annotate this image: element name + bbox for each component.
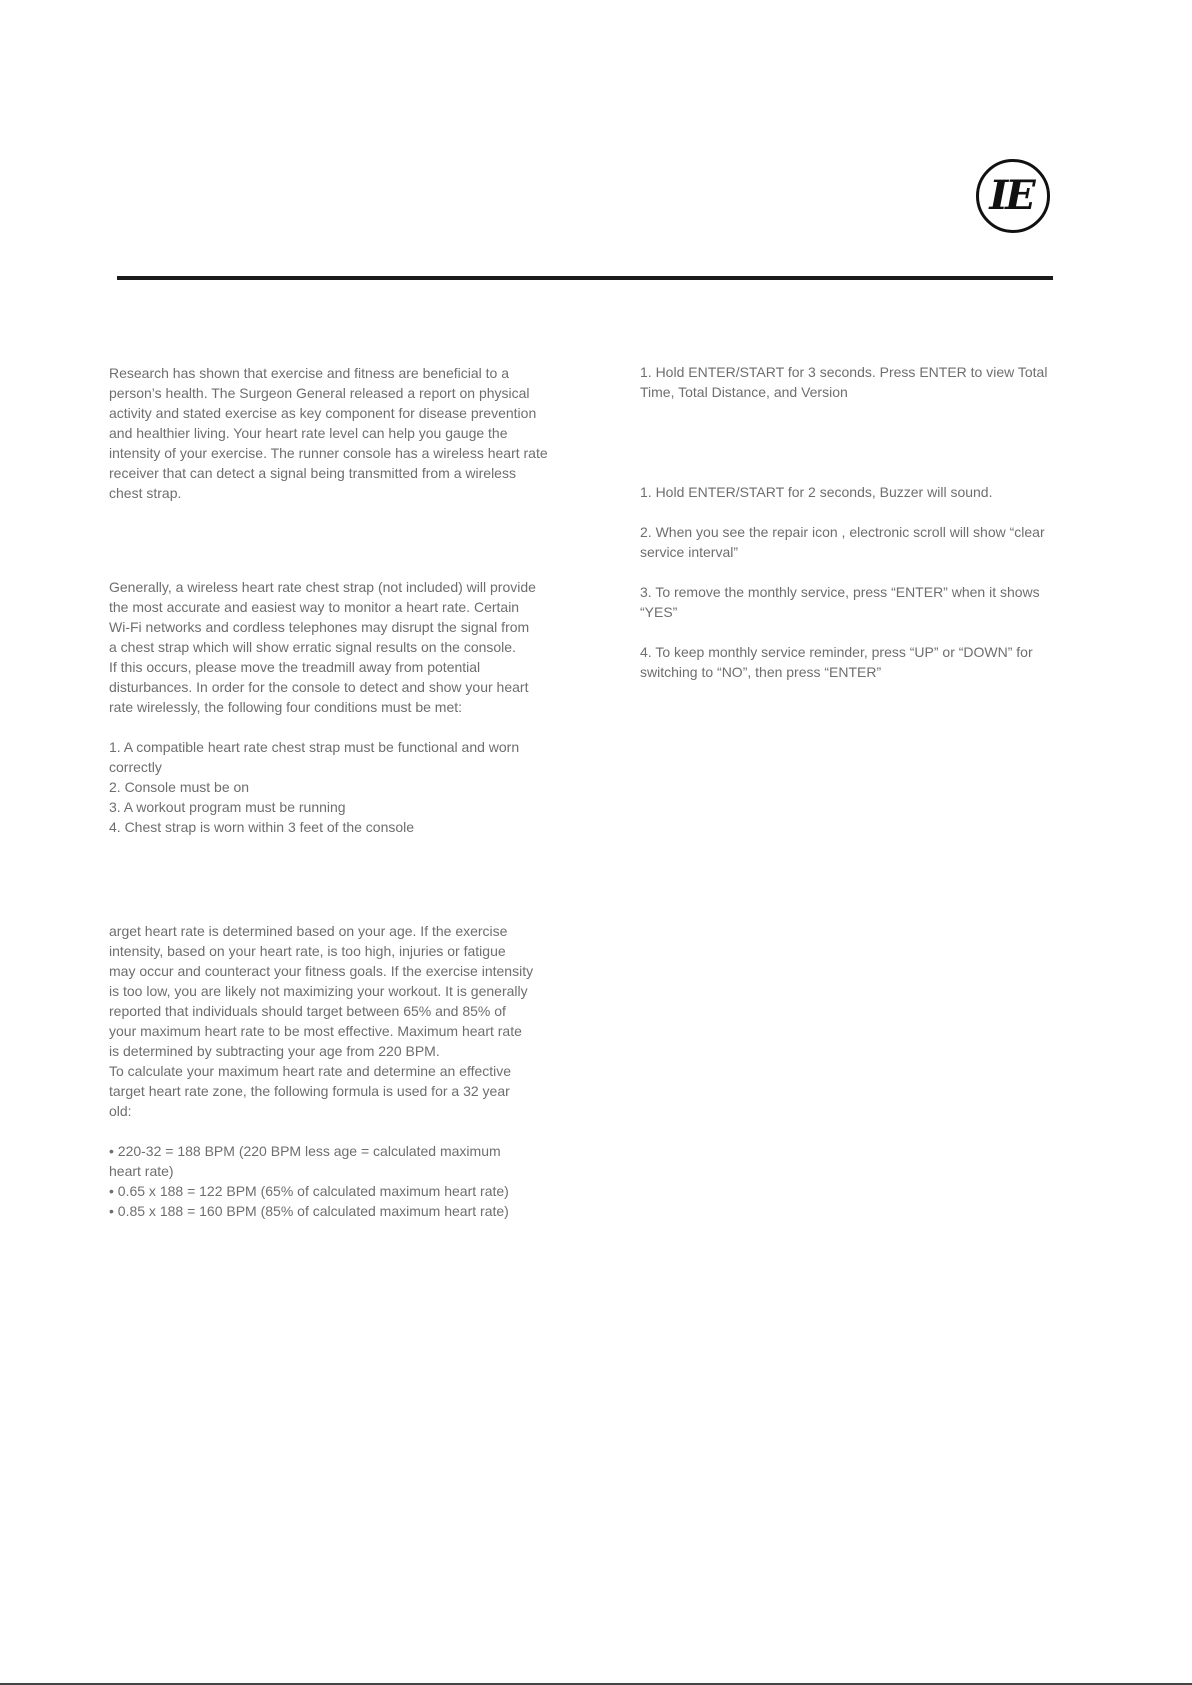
intro-line: Research has shown that exercise and fitness are beneficial to a [109, 365, 510, 381]
formula-item: • 0.85 x 188 = 160 BPM (85% of calculated maximum heart rate) [109, 1203, 509, 1219]
intro-line: intensity of your exercise. The runner console has a wireless heart rate [109, 445, 548, 461]
service-step-line: “YES” [640, 604, 678, 620]
formula-item: • 220-32 = 188 BPM (220 BPM less age = calculated maximum [109, 1143, 501, 1159]
condition-item: correctly [109, 759, 162, 775]
wireless-line: If this occurs, please move the treadmill away from potential [109, 659, 481, 675]
service-step-line: service interval” [640, 544, 739, 560]
wireless-paragraph [109, 577, 579, 717]
wireless-line: a chest strap which will show erratic signal results on the console. [109, 639, 516, 655]
target-line: is determined by subtracting your age from 220 BPM. [109, 1043, 440, 1059]
condition-item: 2. Console must be on [109, 779, 250, 795]
service-step-2 [640, 522, 1070, 562]
target-line: may occur and counteract your fitness goals. If the exercise intensity [109, 963, 534, 979]
target-line: old: [109, 1103, 132, 1119]
intro-line: activity and stated exercise as key component for disease prevention [109, 405, 537, 421]
service-step-4 [640, 642, 1070, 682]
target-line: arget heart rate is determined based on your age. If the exercise [109, 923, 508, 939]
brand-logo [976, 159, 1050, 233]
service-step-3 [640, 582, 1070, 622]
intro-line: person’s health. The Surgeon General released a report on physical [109, 385, 530, 401]
totals-instructions [640, 362, 1070, 402]
totals-line: Time, Total Distance, and Version [640, 384, 848, 400]
condition-item: 1. A compatible heart rate chest strap must be functional and worn [109, 739, 520, 755]
wireless-line: the most accurate and easiest way to monitor a heart rate. Certain [109, 599, 520, 615]
totals-line: 1. Hold ENTER/START for 3 seconds. Press ENTER to view Total [640, 364, 1048, 380]
formula-item: • 0.65 x 188 = 122 BPM (65% of calculated maximum heart rate) [109, 1183, 509, 1199]
brand-logo-text: IE [989, 172, 1033, 219]
wireless-line: Wi-Fi networks and cordless telephones may disrupt the signal from [109, 619, 530, 635]
target-line: target heart rate zone, the following formula is used for a 32 year [109, 1083, 510, 1099]
intro-line: chest strap. [109, 485, 182, 501]
conditions-list [109, 737, 579, 837]
service-step-line: 3. To remove the monthly service, press “ENTER” when it shows [640, 584, 1040, 600]
service-step-line: 4. To keep monthly service reminder, press “UP” or “DOWN” for [640, 644, 1033, 660]
wireless-line: Generally, a wireless heart rate chest strap (not included) will provide [109, 579, 536, 595]
wireless-line: disturbances. In order for the console to detect and show your heart [109, 679, 529, 695]
service-step-line: switching to “NO”, then press “ENTER” [640, 664, 882, 680]
target-line: intensity, based on your heart rate, is too high, injuries or fatigue [109, 943, 506, 959]
target-heart-rate-paragraph [109, 921, 579, 1121]
service-step-line: 1. Hold ENTER/START for 2 seconds, Buzzer will sound. [640, 484, 993, 500]
header-rule [117, 276, 1053, 280]
service-step-1 [640, 482, 1070, 502]
target-line: your maximum heart rate to be most effective. Maximum heart rate [109, 1023, 522, 1039]
condition-item: 3. A workout program must be running [109, 799, 346, 815]
intro-paragraph [109, 363, 579, 503]
target-line: To calculate your maximum heart rate and determine an effective [109, 1063, 512, 1079]
intro-line: receiver that can detect a signal being transmitted from a wireless [109, 465, 516, 481]
formula-list [109, 1141, 579, 1221]
wireless-line: rate wirelessly, the following four conditions must be met: [109, 699, 463, 715]
target-line: is too low, you are likely not maximizing your workout. It is generally [109, 983, 528, 999]
intro-line: and healthier living. Your heart rate level can help you gauge the [109, 425, 508, 441]
formula-item: heart rate) [109, 1163, 174, 1179]
condition-item: 4. Chest strap is worn within 3 feet of the console [109, 819, 415, 835]
target-line: reported that individuals should target between 65% and 85% of [109, 1003, 506, 1019]
service-step-line: 2. When you see the repair icon , electronic scroll will show “clear [640, 524, 1045, 540]
